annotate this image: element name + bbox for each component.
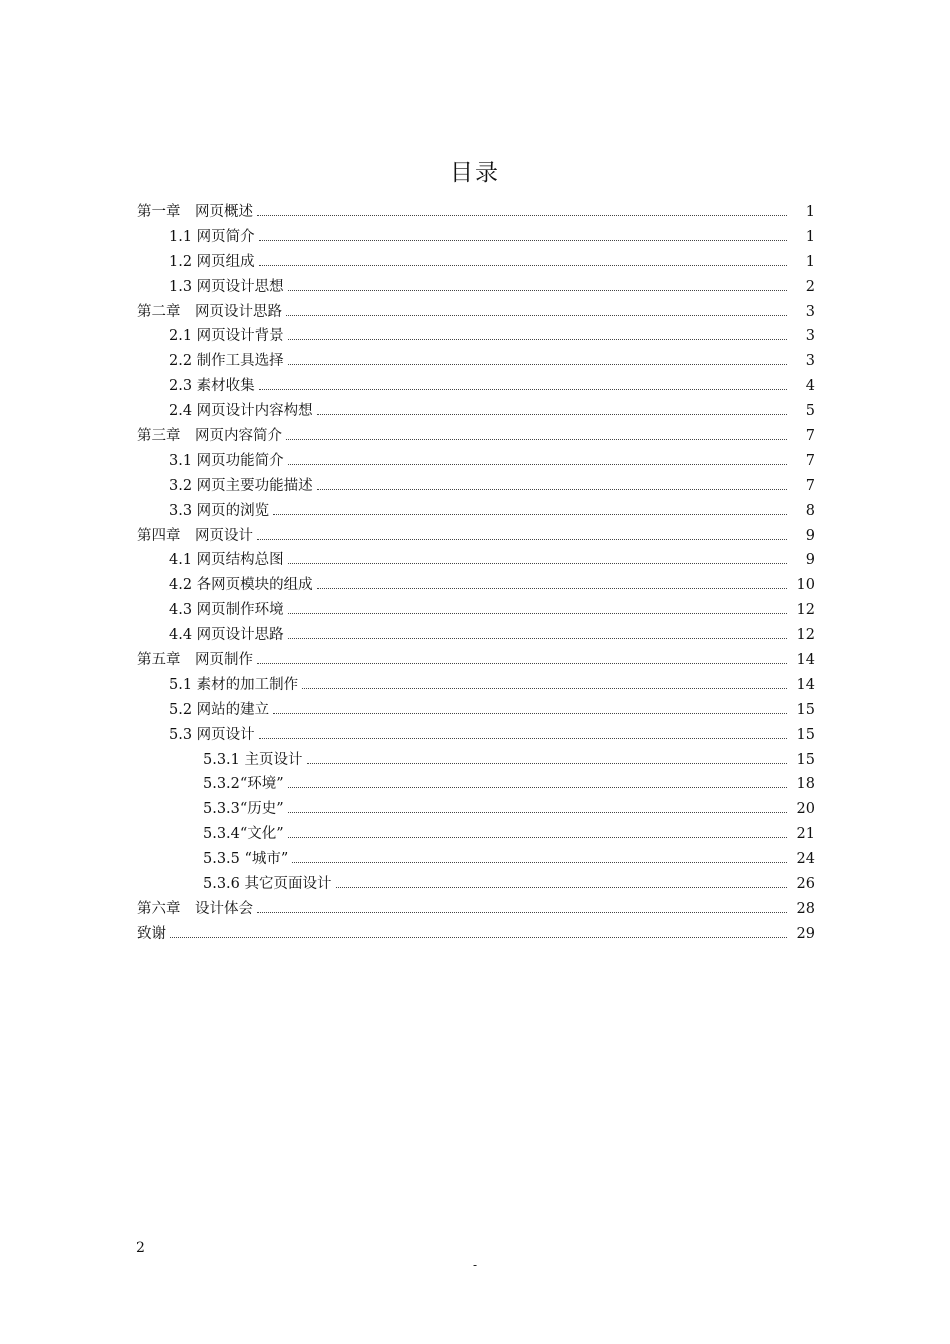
toc-entry-label: 3.3 网页的浏览: [169, 502, 270, 519]
toc-entry-page: 14: [796, 676, 815, 693]
toc-entry-label: 4.2 各网页模块的组成: [169, 577, 313, 594]
toc-entry-label: 1.3 网页设计思想: [169, 278, 284, 295]
toc-entry-page: 9: [805, 552, 815, 569]
toc-entry-page: 7: [805, 452, 815, 469]
toc-title: 目录: [450, 160, 500, 186]
toc-entry-label: 5.3.1 主页设计: [203, 751, 303, 768]
toc-entry[interactable]: [137, 623, 815, 648]
toc-entry-page: 28: [796, 900, 815, 917]
toc-dot-leader: [288, 637, 787, 639]
toc-entry-label: 2.1 网页设计背景: [169, 328, 284, 345]
toc-entry-label: 5.2 网站的建立: [169, 701, 270, 718]
toc-entry-label: 5.3 网页设计: [169, 726, 255, 743]
toc-entry-label: 4.4 网页设计思路: [169, 627, 284, 644]
toc-entry-page: 8: [805, 502, 815, 519]
toc-entry-label: 第三章 网页内容简介: [137, 428, 282, 445]
toc-dot-leader: [286, 438, 787, 440]
toc-entry[interactable]: [137, 474, 815, 499]
toc-entry-page: 5: [805, 403, 815, 420]
toc-entry[interactable]: [137, 872, 815, 897]
toc-entry-page: 18: [796, 776, 815, 793]
toc-entry-page: 12: [796, 627, 815, 644]
toc-entry[interactable]: [137, 399, 815, 424]
toc-entry[interactable]: [137, 897, 815, 922]
toc-entry-label: 第五章 网页制作: [137, 652, 253, 669]
toc-entry-page: 3: [805, 353, 815, 370]
toc-entry-label: 4.3 网页制作环境: [169, 602, 284, 619]
toc-entry[interactable]: [137, 250, 815, 275]
toc-entry-label: 3.1 网页功能简介: [169, 452, 284, 469]
toc-dot-leader: [288, 836, 787, 838]
toc-entry-page: 1: [805, 204, 815, 220]
toc-dot-leader: [302, 687, 787, 689]
toc-dot-leader: [259, 264, 787, 266]
toc-entry-page: 14: [796, 652, 815, 669]
toc-entry[interactable]: [137, 548, 815, 573]
toc-dot-leader: [257, 214, 787, 216]
toc-entry-page: 24: [796, 851, 815, 868]
toc-dot-leader: [288, 338, 787, 340]
toc-entry-page: 7: [805, 477, 815, 494]
toc-dot-leader: [288, 463, 787, 465]
toc-dot-leader: [307, 762, 787, 764]
toc-dot-leader: [317, 413, 787, 415]
toc-entry-label: 5.3.5 “城市”: [203, 851, 289, 868]
toc-dot-leader: [273, 712, 787, 714]
page-number: 2: [136, 1240, 145, 1256]
toc-entry-label: 2.4 网页设计内容构想: [169, 403, 313, 420]
toc-entry-label: 第一章 网页概述: [137, 204, 253, 220]
toc-entry-label: 3.2 网页主要功能描述: [169, 477, 313, 494]
toc-entry-label: 致谢: [137, 925, 166, 942]
toc-entry-page: 15: [796, 751, 815, 768]
toc-entry-label: 1.1 网页简介: [169, 228, 255, 245]
toc-entry-page: 2: [805, 278, 815, 295]
toc-entry-label: 2.2 制作工具选择: [169, 353, 284, 370]
toc-dot-leader: [317, 488, 787, 490]
toc-entry[interactable]: [137, 225, 815, 250]
toc-entry-label: 5.3.4“文化”: [203, 826, 284, 843]
toc-dot-leader: [257, 538, 787, 540]
toc-entry-page: 15: [796, 701, 815, 718]
toc-dot-leader: [317, 587, 787, 589]
toc-entry[interactable]: [137, 300, 815, 325]
toc-dot-leader: [259, 737, 787, 739]
toc-entry-page: 12: [796, 602, 815, 619]
footer-mark: -: [472, 1258, 478, 1272]
table-of-contents: [137, 200, 815, 947]
toc-entry-page: 9: [805, 527, 815, 544]
toc-entry[interactable]: [137, 822, 815, 847]
toc-dot-leader: [259, 239, 787, 241]
toc-entry-label: 第二章 网页设计思路: [137, 303, 282, 320]
toc-dot-leader: [273, 513, 787, 515]
toc-dot-leader: [288, 562, 787, 564]
toc-dot-leader: [170, 936, 787, 938]
toc-entry[interactable]: [137, 772, 815, 797]
toc-entry-page: 10: [796, 577, 815, 594]
toc-entry-label: 5.3.3“历史”: [203, 801, 284, 818]
toc-entry[interactable]: [137, 324, 815, 349]
toc-entry-page: 15: [796, 726, 815, 743]
toc-entry[interactable]: [137, 200, 815, 225]
toc-entry-page: 29: [796, 925, 815, 942]
toc-entry-page: 7: [805, 428, 815, 445]
toc-entry-label: 2.3 素材收集: [169, 378, 255, 395]
toc-entry-label: 1.2 网页组成: [169, 253, 255, 270]
toc-entry[interactable]: [137, 424, 815, 449]
toc-entry[interactable]: [137, 648, 815, 673]
toc-dot-leader: [288, 612, 787, 614]
toc-entry[interactable]: [137, 573, 815, 598]
toc-dot-leader: [292, 861, 787, 863]
toc-entry[interactable]: [137, 499, 815, 524]
toc-entry[interactable]: [137, 524, 815, 549]
toc-dot-leader: [257, 911, 787, 913]
toc-entry[interactable]: [137, 847, 815, 872]
toc-entry-page: 21: [796, 826, 815, 843]
toc-entry-label: 5.1 素材的加工制作: [169, 676, 299, 693]
toc-entry[interactable]: [137, 349, 815, 374]
toc-dot-leader: [336, 886, 787, 888]
toc-entry-page: 3: [805, 303, 815, 320]
toc-entry-label: 4.1 网页结构总图: [169, 552, 284, 569]
toc-dot-leader: [286, 314, 787, 316]
toc-entry[interactable]: [137, 449, 815, 474]
toc-entry[interactable]: [137, 673, 815, 698]
toc-entry-page: 20: [796, 801, 815, 818]
toc-entry-page: 4: [805, 378, 815, 395]
toc-dot-leader: [288, 289, 787, 291]
toc-entry[interactable]: [137, 698, 815, 723]
toc-entry[interactable]: [137, 748, 815, 773]
toc-entry[interactable]: [137, 598, 815, 623]
toc-entry[interactable]: [137, 374, 815, 399]
toc-entry-label: 5.3.6 其它页面设计: [203, 876, 332, 893]
toc-entry-label: 第六章 设计体会: [137, 900, 253, 917]
toc-dot-leader: [288, 363, 787, 365]
toc-dot-leader: [257, 662, 787, 664]
toc-entry-page: 3: [805, 328, 815, 345]
toc-entry[interactable]: [137, 275, 815, 300]
toc-entry-page: 26: [796, 876, 815, 893]
toc-entry[interactable]: [137, 797, 815, 822]
toc-entry-page: 1: [805, 253, 815, 270]
toc-entry-label: 5.3.2“环境”: [203, 776, 284, 793]
toc-dot-leader: [288, 786, 787, 788]
toc-dot-leader: [259, 388, 787, 390]
toc-dot-leader: [288, 811, 787, 813]
toc-entry-page: 1: [805, 228, 815, 245]
toc-entry[interactable]: [137, 723, 815, 748]
toc-entry-label: 第四章 网页设计: [137, 527, 253, 544]
toc-entry[interactable]: [137, 922, 815, 947]
